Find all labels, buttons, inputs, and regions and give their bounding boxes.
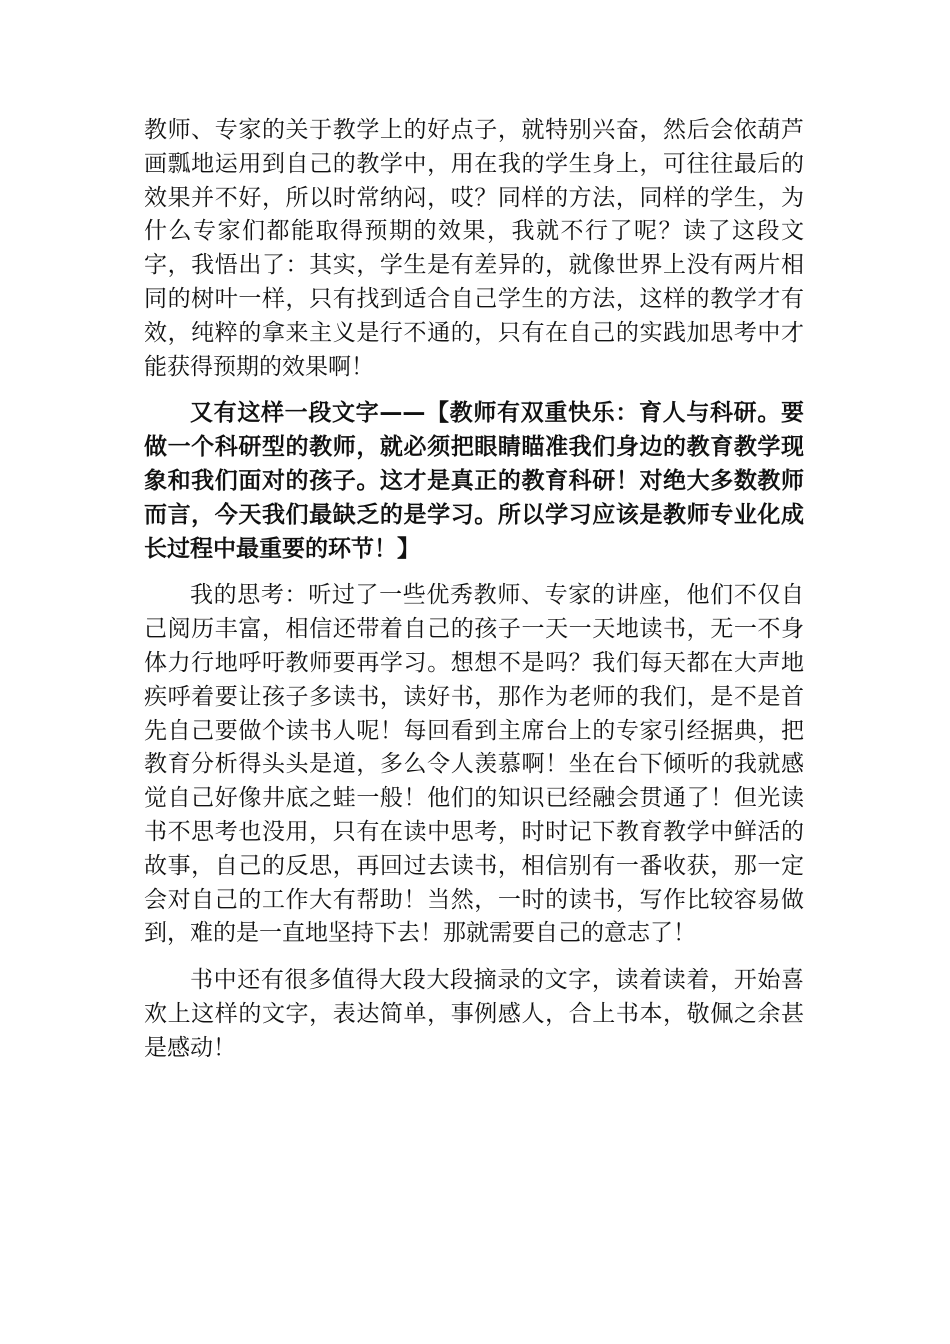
document-body	[144, 114, 804, 1079]
paragraph-my-thoughts: 我的思考：听过了一些优秀教师、专家的讲座，他们不仅自己阅历丰富，相信还带着自己的孩子一天一天地读书，无一不身体力行地呼吁教师要再学习。想想不是吗？我们每天都在大声地疾呼着要让孩子多读书，读好书，那作为老师的我们，是不是首先自己要做个读书人呢！每回看到主席台上的专家引经据典，把教育分析得头头是道，多么令人羡慕啊！坐在台下倾听的我就感觉自己好像井底之蛙一般！他们的知识已经融会贯通了！但光读书不思考也没用，只有在读中思考，时时记下教育教学中鲜活的故事，自己的反思，再回过去读书，相信别有一番收获，那一定会对自己的工作大有帮助！当然，一时的读书，写作比较容易做到，难的是一直地坚持下去！那就需要自己的意志了！	[144, 582, 804, 947]
paragraph-reflection-continued: 教师、专家的关于教学上的好点子，就特别兴奋，然后会依葫芦画瓢地运用到自己的教学中，用在我的学生身上，可往往最后的效果并不好，所以时常纳闷，哎？同样的方法，同样的学生，为什么专家们都能取得预期的效果，我就不行了呢？读了这段文字，我悟出了：其实，学生是有差异的，就像世界上没有两片相同的树叶一样，只有找到适合自己学生的方法，这样的教学才有效，纯粹的拿来主义是行不通的，只有在自己的实践加思考中才能获得预期的效果啊！	[144, 117, 804, 380]
paragraph-quoted-passage: 又有这样一段文字——【教师有双重快乐：育人与科研。要做一个科研型的教师，就必须把眼睛瞄准我们身边的教育教学现象和我们面对的孩子。这才是真正的教育科研！对绝大多数教师而言，今天我们最缺乏的是学习。所以学习应该是教师专业化成长过程中最重要的环节！】	[144, 400, 804, 562]
paragraph-closing: 书中还有很多值得大段大段摘录的文字，读着读着，开始喜欢上这样的文字，表达简单，事例感人，合上书本，敬佩之余甚是感动！	[144, 967, 804, 1061]
